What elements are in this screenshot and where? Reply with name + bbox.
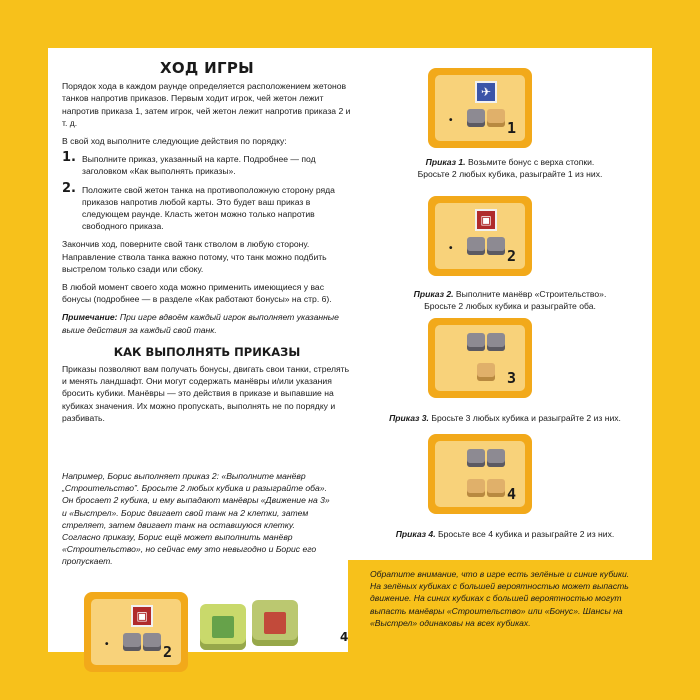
order-text: Бросьте 2 любых кубика и разыграйте оба. — [424, 301, 596, 312]
green-die — [200, 604, 246, 650]
cube — [123, 633, 141, 651]
cube — [487, 109, 505, 127]
orders-paragraph: Приказы позволяют вам получать бонусы, двигать свои танки, стрелять и менять ландшафт. Они могут содержать манёвры и/или указания бросить кубики. Манёвры — это действия в приказе и выпавшие на кубиках значения. Их можно пропускать, выполнять не по порядку и разбивать. — [62, 364, 350, 423]
example-order-card — [84, 592, 188, 672]
order-caption-3 — [360, 412, 650, 424]
rules-column — [62, 59, 352, 430]
tip-text: Обратите внимание, что в игре есть зелёные и синие кубики. На зелёных кубиках с большей вероятностью может выпасть движение. На синих кубиках с большей вероятностью могут выпасть манёвры «Строительство» или «Бонус». Шансы на «Выстрел» одинаковы на всех кубиках. — [370, 569, 630, 628]
dot-marker: • — [449, 243, 453, 254]
step-text: Выполните приказ, указанный на карте. Подробнее — под заголовком «Как выполнять приказы». — [82, 154, 316, 177]
order-label: Приказ 2. — [413, 289, 454, 299]
order-text: Бросьте все 4 кубика и разыграйте 2 из них. — [437, 529, 615, 539]
green-die — [252, 600, 298, 646]
example-text: Например, Борис выполняет приказ 2: «Выполните манёвр „Строительство”. Бросьте 2 любых кубика и разыграйте оба». Он бросает 2 кубика, и ему выпадают манёвры «Движение на 3» и «Выстрел». Борис двигает свой танк на 2 клетки, затем стреляет, затем двигает танк на оставшуюся клетку. Согласно приказу, Борис ещё может выполнить манёвр «Строительство», но сейчас ему это невыгодно и Борис его пропускает. — [62, 471, 330, 567]
bonus-paragraph: В любой момент своего хода можно применить имеющиеся у вас бонусы (подробнее — в разделе «Как работают бонусы» на стр. 6). — [62, 282, 332, 305]
page-title: ХОД ИГРЫ — [160, 59, 254, 77]
order-caption-2 — [370, 288, 650, 312]
cube — [487, 479, 505, 497]
step-text: Положите свой жетон танка на противоположную сторону ряда приказов напротив любой карты. Это будет ваш приказ в следующем раунде. Класть жетон можно только напротив свободного приказа. — [82, 184, 335, 232]
build-icon: ▣ — [131, 605, 153, 627]
note-text: При игре вдвоём каждый игрок выполняет указанные выше действия за каждый свой танк. — [62, 312, 339, 335]
steps-intro: В свой ход выполните следующие действия по порядку: — [62, 136, 287, 147]
after-steps-paragraph: Закончив ход, поверните свой танк стволом в любую сторону. Направление ствола танка важно потому, что танк можно подбить выстрелом только сзади или сбоку. — [62, 239, 327, 274]
order-text: Бросьте 2 любых кубика, разыграйте 1 из них. — [417, 169, 603, 180]
order-caption-1 — [380, 156, 640, 180]
cube — [487, 449, 505, 467]
order-text: Возьмите бонус с верха стопки. — [467, 157, 595, 167]
cube — [477, 363, 495, 381]
order-card-1 — [428, 68, 532, 148]
card-number: 2 — [163, 643, 173, 661]
note-label: Примечание: — [62, 312, 118, 323]
order-label: Приказ 4. — [395, 529, 436, 539]
dot-marker: • — [449, 115, 453, 126]
step-number: 1. — [62, 150, 76, 166]
step-2 — [62, 180, 352, 233]
order-card-3 — [428, 318, 532, 398]
section-subtitle: КАК ВЫПОЛНЯТЬ ПРИКАЗЫ — [113, 344, 301, 359]
order-caption-4 — [360, 528, 650, 540]
cube — [467, 449, 485, 467]
cube — [487, 237, 505, 255]
order-text: Бросьте 3 любых кубика и разыграйте 2 из них. — [431, 413, 621, 423]
card-number: 3 — [507, 369, 517, 387]
cube — [467, 237, 485, 255]
intro-paragraph: Порядок хода в каждом раунде определяется расположением жетонов танков напротив приказов. Первым ходит игрок, чей жетон лежит напротив приказа 1, затем игрок, чей жетон лежит напротив приказа 2 и т. д. — [62, 81, 351, 128]
order-card-2 — [428, 196, 532, 276]
step-1 — [62, 150, 352, 177]
build-icon: ▣ — [475, 209, 497, 231]
cube — [467, 479, 485, 497]
order-label: Приказ 3. — [389, 413, 429, 423]
page-number: 4 — [340, 630, 349, 644]
card-number: 2 — [507, 247, 517, 265]
dot-marker: • — [105, 639, 109, 650]
cube — [467, 333, 485, 351]
order-label: Приказ 1. — [425, 157, 466, 167]
card-number: 4 — [507, 485, 517, 503]
note-paragraph — [62, 311, 352, 335]
cube — [487, 333, 505, 351]
plane-icon: ✈ — [475, 81, 497, 103]
step-number: 2. — [62, 180, 76, 196]
cube — [467, 109, 485, 127]
card-number: 1 — [507, 119, 517, 137]
order-text: Выполните манёвр «Строительство». — [455, 289, 607, 299]
cube — [143, 633, 161, 651]
order-card-4 — [428, 434, 532, 514]
